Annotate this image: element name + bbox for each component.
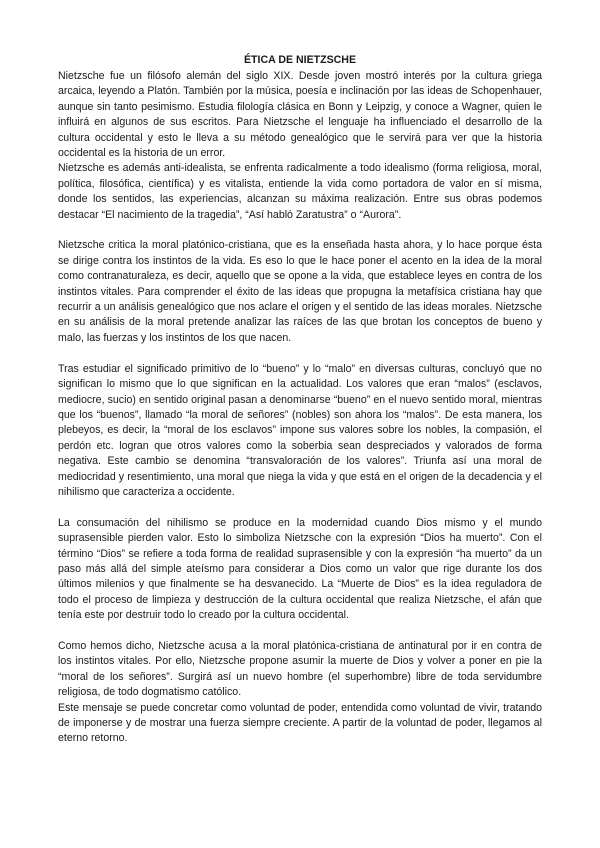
paragraph-gap: [58, 223, 542, 238]
paragraph-will-to-power: Este mensaje se puede concretar como voluntad de poder, entendida como voluntad de vivir, tratando de imponerse y de mostrar una fuerza siempre creciente. A partir de la voluntad de poder, llegamos al eterno retorno.: [58, 701, 542, 745]
paragraph-good-and-bad: Tras estudiar el significado primitivo de lo “bueno” y lo “malo” en diversas culturas, concluyó que no significan lo mismo que lo que significan en la actualidad. Los valores que eran “malos” (esclavos, mediocre, sucio) en sentido original pasan a denominarse “bueno” en el nuevo sentido moral, mientras que los “buenos”, llamado “la moral de señores” (nobles) son ahora los “malos”. De esta manera, los plebeyos, es decir, la “moral de los esclavos” impone sus valores sobre los nobles, la compasión, el perdón etc. logran que otros valores como la soberbia sean despreciados y valorados de forma negativa. Este cambio se denomina “transvaloración de los valores”. Triunfa así una moral de mediocridad y resentimiento, una moral que niega la vida y que está en el origen de la decadencia y el nihilismo que caracteriza a occidente.: [58, 362, 542, 498]
paragraph-gap: [58, 624, 542, 639]
paragraph-biography: Nietzsche fue un filósofo alemán del siglo XIX. Desde joven mostró interés por la cultura griega arcaica, leyendo a Platón. También por la música, poesía e inclinación por las ideas de Schopenhauer, aunque sin tanto pesimismo. Estudia filología clásica en Bonn y Leipzig, y conoce a Wagner, quien le influirá en algunos de sus escritos. Para Nietzsche el lenguaje ha influenciado el desarrollo de la cultura occidental y esto le lleva a su método genealógico que le servirá para ver que la historia occidental es la historia de un error.: [58, 70, 542, 160]
page-title: ÉTICA DE NIETZSCHE: [243, 54, 357, 66]
paragraph-gap: [58, 346, 542, 361]
paragraph-superman: Como hemos dicho, Nietzsche acusa a la moral platónica-cristiana de antinatural por ir en contra de los instintos vitales. Por ello, Nietzsche propone asumir la muerte de Dios y volver a poner en pie la “moral de los señores”. Surgirá así un nuevo hombre (el superhombre) libre de toda servidumbre religiosa, de todo dogmatismo católico.: [58, 639, 542, 699]
paragraph-gap: [58, 500, 542, 515]
paragraph-nihilism: La consumación del nihilismo se produce en la modernidad cuando Dios mismo y el mundo suprasensible pierden valor. Esto lo simboliza Nietzsche con la expresión “Dios ha muerto”. Con el término “Dios” se refiere a toda forma de realidad suprasensible y con la expresión “ha muerto” da un paso más allá del simple ateísmo para considerar a Dios como un valor que rige durante los dos últimos milenios y que finalmente se ha desvanecido. La “Muerte de Dios” es la idea reguladora de todo el proceso de limpieza y destrucción de la cultura occidental que realiza Nietzsche, el afán que tenía este por destruir todo lo creado por la cultura occidental.: [58, 516, 542, 622]
document-page: [58, 53, 542, 747]
paragraph-anti-idealism: Nietzsche es además anti-idealista, se enfrenta radicalmente a todo idealismo (forma religiosa, moral, política, filosófica, científica) y es vitalista, entiende la vida como portadora de valor en sí misma, donde los sentidos, las experiencias, alcanzan su máxima realización. Entre sus obras podemos destacar “El nacimiento de la tragedia”, “Así habló Zaratustra” o “Aurora”.: [58, 162, 542, 221]
paragraph-moral-critique: Nietzsche critica la moral platónico-cristiana, que es la enseñada hasta ahora, y lo hace porque ésta se dirige contra los instintos de la vida. Es eso lo que le hace poner el acento en la idea de la moral como contranaturaleza, es decir, aquello que se opone a la vida, que establece leyes en contra de los instintos vitales. Para comprender el éxito de las ideas que propugna la metafísica cristiana hay que recurrir a un análisis genealógico que nos aclare el origen y el sentido de las ideas morales. Nietzsche en su análisis de la moral pretende analizar las raíces de las que brotan los conceptos de bueno y malo, las fuerzas y los instintos de los que nacen.: [58, 239, 542, 344]
